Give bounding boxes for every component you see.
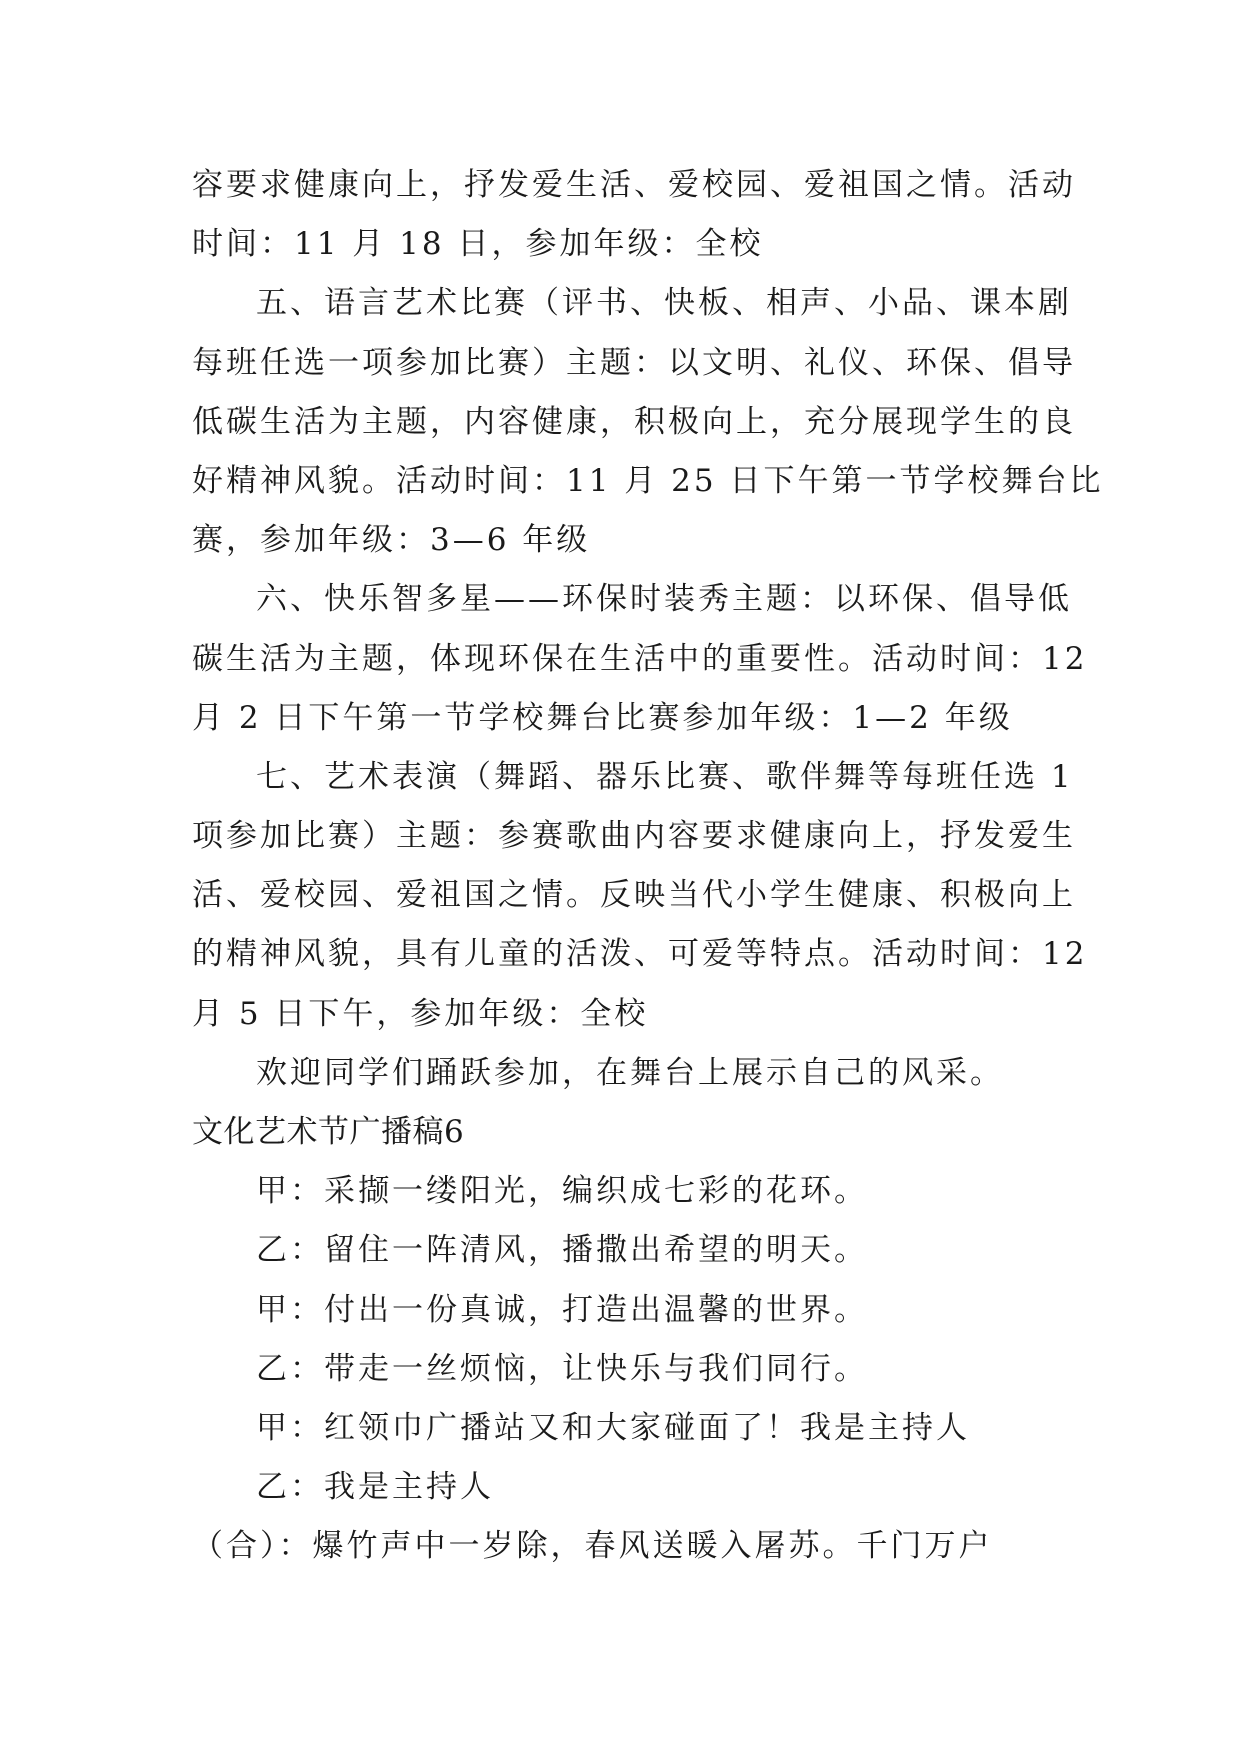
body-line: 时间：11 月 18 日，参加年级：全校: [192, 226, 764, 263]
body-line: 碳生活为主题，体现环保在生活中的重要性。活动时间：12: [192, 640, 1088, 677]
body-line: 月 5 日下午，参加年级：全校: [192, 995, 649, 1032]
body-line: 项参加比赛）主题：参赛歌曲内容要求健康向上，抒发爱生: [192, 818, 1076, 855]
closing-invitation-line: 欢迎同学们踊跃参加，在舞台上展示自己的风采。: [256, 1054, 1004, 1091]
dialogue-line: 乙：留住一阵清风，播撒出希望的明天。: [256, 1232, 868, 1269]
body-line: 容要求健康向上，抒发爱生活、爱校园、爱祖国之情。活动: [192, 167, 1076, 203]
body-line: 低碳生活为主题，内容健康，积极向上，充分展现学生的良: [192, 403, 1076, 440]
dialogue-line: （合）：爆竹声中一岁除，春风送暖入屠苏。千门万户: [192, 1528, 993, 1565]
body-line: 的精神风貌，具有儿童的活泼、可爱等特点。活动时间：12: [192, 936, 1088, 973]
section-five-line: 五、语言艺术比赛（评书、快板、相声、小品、课本剧: [256, 285, 1072, 322]
dialogue-line: 甲：付出一份真诚，打造出温馨的世界。: [256, 1291, 868, 1328]
dialogue-line: 甲：采撷一缕阳光，编织成七彩的花环。: [256, 1173, 868, 1210]
section-heading: 文化艺术节广播稿6: [192, 1114, 465, 1150]
body-line: 活、爱校园、爱祖国之情。反映当代小学生健康、积极向上: [192, 877, 1076, 914]
section-seven-line: 七、艺术表演（舞蹈、器乐比赛、歌伴舞等每班任选 1: [256, 758, 1074, 795]
section-six-line: 六、快乐智多星——环保时装秀主题：以环保、倡导低: [256, 581, 1072, 618]
body-line: 每班任选一项参加比赛）主题：以文明、礼仪、环保、倡导: [192, 344, 1076, 381]
dialogue-line: 甲：红领巾广播站又和大家碰面了！我是主持人: [256, 1409, 970, 1446]
dialogue-line: 乙：带走一丝烦恼，让快乐与我们同行。: [256, 1350, 868, 1387]
document-body: [192, 156, 1104, 1577]
body-line: 好精神风貌。活动时间：11 月 25 日下午第一节学校舞台比: [192, 462, 1104, 499]
body-line: 月 2 日下午第一节学校舞台比赛参加年级：1—2 年级: [192, 699, 1013, 736]
dialogue-line: 乙：我是主持人: [256, 1469, 494, 1506]
body-line: 赛，参加年级：3—6 年级: [192, 522, 591, 559]
